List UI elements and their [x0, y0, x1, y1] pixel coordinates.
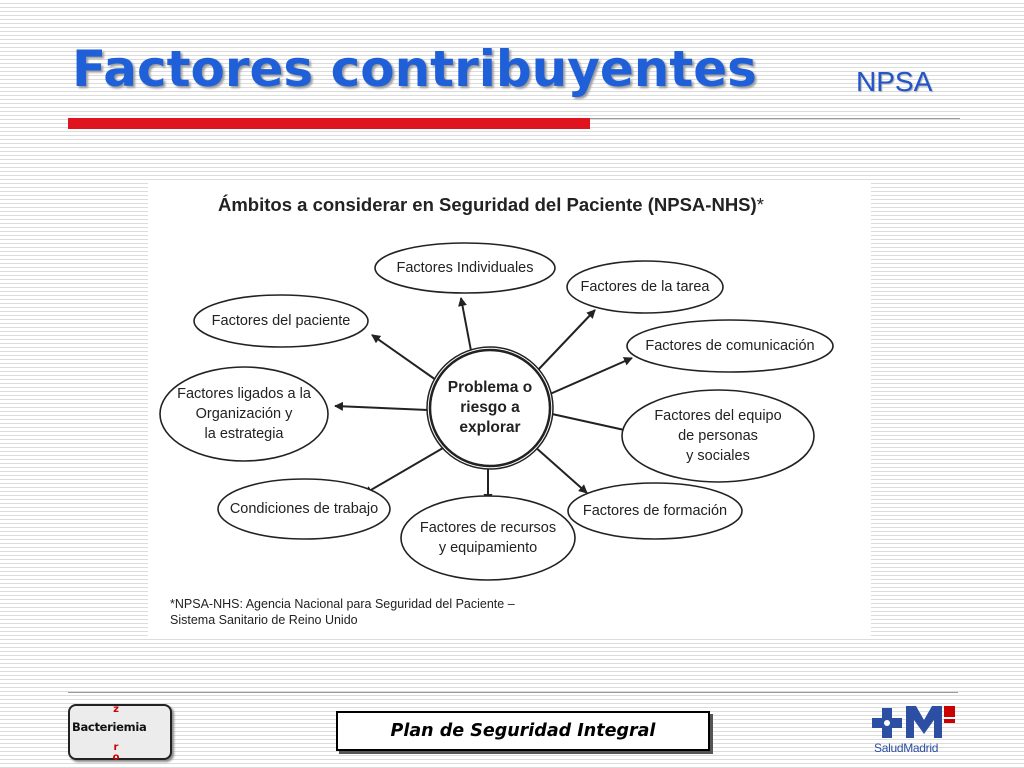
node-label-organizacion-line: Organización y: [195, 406, 293, 422]
node-label-comunicacion-line: Factores de comunicación: [645, 338, 815, 354]
node-label-paciente-line: Factores del paciente: [211, 313, 351, 329]
plan-seguridad-label: Plan de Seguridad Integral: [336, 711, 710, 751]
diagram-footnote: [170, 596, 515, 628]
node-label-comunicacion: [610, 336, 850, 356]
zero-letter: o: [112, 752, 120, 763]
node-label-individuales-line: Factores Individuales: [396, 260, 534, 276]
salud-madrid-logo-text: [874, 741, 938, 755]
zero-letter: r: [113, 742, 119, 753]
footnote-line: *NPSA-NHS: Agencia Nacional para Seguridad del Paciente –: [170, 597, 515, 611]
node-label-paciente: [161, 311, 401, 331]
node-label-equipo-line: y sociales: [686, 448, 750, 464]
node-label-organizacion-line: Factores ligados a la: [177, 386, 311, 402]
arrow-to-individuales: [461, 298, 472, 356]
node-label-organizacion: [124, 384, 364, 444]
center-node-label-line: explorar: [459, 419, 521, 436]
node-label-recursos-line: Factores de recursos: [419, 520, 557, 536]
diagram-title-text: Ámbitos a considerar en Seguridad del Paciente (NPSA-NHS): [218, 194, 757, 215]
node-label-individuales: [345, 258, 585, 278]
bacteriemia-zero-logo: [68, 704, 172, 763]
center-node-label: [370, 378, 610, 438]
salud-madrid-logo: [872, 702, 956, 758]
node-label-equipo: [598, 406, 838, 466]
diagram-panel: [148, 180, 871, 638]
footnote-line: Sistema Sanitario de Reino Unido: [170, 613, 358, 627]
node-label-tarea: [525, 277, 765, 297]
node-label-organizacion-line: la estrategia: [204, 426, 284, 442]
arrow-to-paciente: [372, 335, 436, 380]
arrow-to-condiciones: [364, 448, 443, 494]
node-label-formacion: [535, 501, 775, 521]
slide-title: Factores contribuyentes: [72, 40, 757, 98]
slide-subtitle: NPSA: [856, 66, 933, 97]
node-label-recursos: [368, 518, 608, 558]
node-label-formacion-line: Factores de formación: [582, 503, 728, 519]
node-label-recursos-line: y equipamiento: [438, 540, 538, 556]
center-node-label-line: Problema o: [447, 379, 533, 396]
node-label-equipo-line: de personas: [678, 428, 758, 444]
center-node-label-line: riesgo a: [460, 399, 520, 416]
salud-madrid-emblem-icon: [872, 702, 956, 742]
zero-vertical-letters: [111, 705, 121, 763]
zero-letter: z: [113, 704, 119, 715]
salud-word: Salud: [874, 741, 904, 755]
node-label-condiciones: [184, 499, 424, 519]
node-label-tarea-line: Factores de la tarea: [580, 279, 710, 295]
title-accent-bar: [68, 118, 590, 129]
node-label-condiciones-line: Condiciones de trabajo: [229, 501, 379, 517]
bacteriemia-logo-word: Bacteriemia: [72, 720, 147, 734]
footer-divider-line: [68, 692, 958, 693]
node-label-equipo-line: Factores del equipo: [654, 408, 782, 424]
title-divider-line: [590, 118, 960, 119]
madrid-word: Madrid: [903, 741, 939, 755]
arrow-to-tarea: [538, 310, 595, 370]
arrow-to-formacion: [534, 446, 587, 493]
diagram-title-mark: *: [756, 194, 764, 215]
diagram-title: [218, 194, 764, 216]
